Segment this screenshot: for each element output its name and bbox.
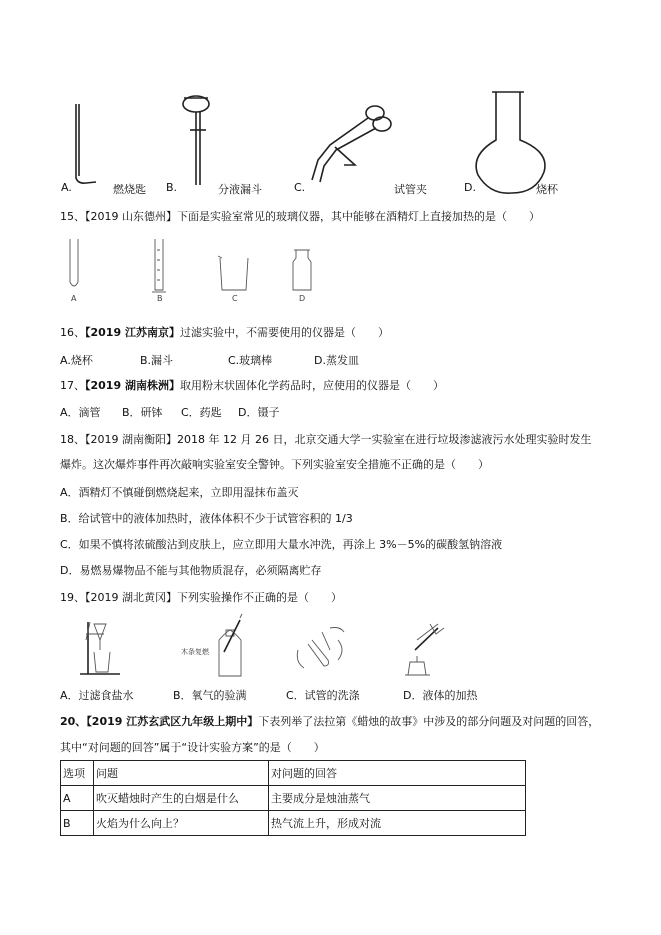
q17-line	[60, 377, 444, 393]
q15-label-c: C	[232, 294, 238, 303]
cell-option: A	[61, 786, 94, 811]
q14-option-c-letter: C.	[294, 181, 306, 194]
q14-option-b-letter: B.	[166, 181, 178, 194]
q20-line2: 其中“对问题的回答”属于“设计实验方案”的是（ ）	[60, 741, 325, 754]
table-row	[61, 786, 526, 811]
cell-answer: 主要成分是烛油蒸气	[269, 786, 526, 811]
q19-number: 19、	[60, 591, 85, 604]
q16-tag: 【2019 江苏南京】	[85, 326, 180, 339]
cell-answer: 热气流上升，形成对流	[269, 811, 526, 836]
q16-option-b: B.漏斗	[140, 354, 174, 367]
cell-question: 火焰为什么向上？	[94, 811, 269, 836]
q17-option-d: D．镊子	[238, 406, 280, 419]
q19-line	[60, 589, 342, 605]
q16-number: 16、	[60, 326, 85, 339]
q19-oxygen-label: 木条复燃	[181, 648, 209, 656]
q16-option-a: A.烧杯	[60, 354, 93, 367]
q18-line1	[60, 431, 591, 447]
q18-option-a: A．酒精灯不慎碰倒燃烧起来，立即用湿抹布盖灭	[60, 486, 299, 499]
q15-label-a: A	[71, 294, 77, 303]
q20-table	[60, 760, 526, 836]
q15-text: 下面是实验室常见的玻璃仪器，其中能够在酒精灯上直接加热的是（ ）	[177, 210, 540, 223]
q14-option-d-label: 烧杯	[536, 183, 558, 196]
q17-option-a: A．滴管	[60, 406, 101, 419]
table-header-row	[61, 761, 526, 786]
q20-tag: 【2019 江苏玄武区九年级上期中】	[86, 715, 259, 728]
q19-option-b: B．氧气的验满	[173, 689, 247, 702]
q14-option-a-label: 燃烧匙	[113, 183, 146, 196]
q18-line2: 爆炸。这次爆炸事件再次敲响实验室安全警钟。下列实验室安全措施不正确的是（ ）	[60, 458, 489, 471]
cell-option: B	[61, 811, 94, 836]
q17-number: 17、	[60, 379, 85, 392]
q16-option-c: C.玻璃棒	[228, 354, 273, 367]
q14-option-d-letter: D.	[464, 181, 476, 194]
q20-line1	[60, 713, 599, 729]
q18-number: 18、	[60, 433, 85, 446]
q14-option-a-letter: A.	[61, 181, 72, 194]
q15-label-b: B	[157, 294, 163, 303]
header-question: 问题	[94, 761, 269, 786]
q14-option-c-label: 试管夹	[394, 183, 427, 196]
q18-option-b: B．给试管中的液体加热时，液体体积不少于试管容积的 1/3	[60, 512, 353, 525]
q19-option-c: C．试管的洗涤	[286, 689, 360, 702]
q18-option-d: D．易燃易爆物品不能与其他物质混存，必须隔离贮存	[60, 564, 322, 577]
q15-label-d: D	[299, 294, 306, 303]
q14-option-b-label: 分液漏斗	[218, 183, 262, 196]
q19-tag: 【2019 湖北黄冈】	[85, 591, 177, 604]
q20-number: 20、	[60, 715, 87, 728]
cell-question: 吹灭蜡烛时产生的白烟是什么	[94, 786, 269, 811]
q18-option-c: C．如果不慎将浓硫酸沾到皮肤上，应立即用大量水冲洗，再涂上 3%－5%的碳酸氢钠溶液	[60, 538, 503, 551]
q17-tag: 【2019 湖南株洲】	[85, 379, 180, 392]
q19-text: 下列实验操作不正确的是（ ）	[177, 591, 342, 604]
q19-option-a: A．过滤食盐水	[60, 689, 134, 702]
q16-text: 过滤实验中，不需要使用的仪器是（ ）	[179, 326, 389, 339]
header-answer: 对问题的回答	[269, 761, 526, 786]
q16-line	[60, 324, 389, 340]
q15-tag: 【2019 山东德州】	[85, 210, 177, 223]
header-option: 选项	[61, 761, 94, 786]
q17-option-c: C．药匙	[181, 406, 222, 419]
q17-option-b: B．研钵	[122, 406, 163, 419]
q16-option-d: D.蒸发皿	[314, 354, 359, 367]
q20-text-1: 下表列举了法拉第《蜡烛的故事》中涉及的部分问题及对问题的回答，	[258, 715, 600, 728]
q19-option-d: D．液体的加热	[403, 689, 478, 702]
table-row	[61, 811, 526, 836]
q15-line	[60, 208, 540, 224]
q18-tag: 【2019 湖南衡阳】	[85, 433, 177, 446]
q15-number: 15、	[60, 210, 85, 223]
q18-text-1: 2018 年 12 月 26 日，北京交通大学一实验室在进行垃圾渗滤液污水处理实验时发生	[177, 433, 592, 446]
q17-text: 取用粉末状固体化学药品时，应使用的仪器是（ ）	[179, 379, 444, 392]
